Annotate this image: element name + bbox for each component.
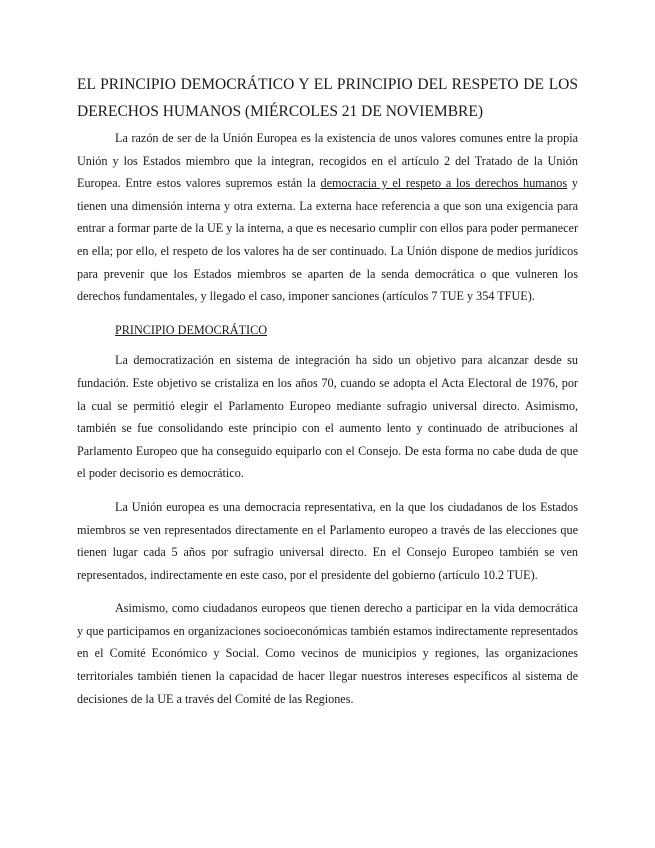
intro-paragraph: [77, 127, 578, 308]
document-page: [77, 71, 578, 721]
section-heading: PRINCIPIO DEMOCRÁTICO: [115, 322, 268, 337]
intro-text-before: La razón de ser de la Unión Europea es la existencia de unos valores comunes entre la propia Unión y los Estados miembro que la integran, recogidos en el artículo 2 del Tratado de la Unión Europea. Entre estos valores supremos están la: [77, 131, 578, 191]
intro-underlined-phrase: democracia y el respeto a los derechos humanos: [320, 176, 568, 191]
intro-text-after: y tienen una dimensión interna y otra externa. La externa hace referencia a que son una exigencia para entrar a formar parte de la UE y la interna, a que es necesario cumplir con ellos para poder permanecer en ella; por ello, el respeto de los valores ha de ser continuado. La Unión dispone de medios jurídicos para prevenir que los Estados miembros se aparten de la senda democrática o que vulneren los derechos fundamentales, y llegado el caso, imponer sanciones (artículos 7 TUE y 354 TFUE).: [77, 176, 578, 304]
body-paragraph-3: Asimismo, como ciudadanos europeos que tienen derecho a participar en la vida democrática y que participamos en organizaciones socioeconómicas también estamos indirectamente representados en el Comité Económico y Social. Como vecinos de municipios y regiones, las organizaciones territoriales también tienen la capacidad de hacer llegar nuestros intereses específicos al sistema de decisiones de la UE a través del Comité de las Regiones.: [77, 601, 578, 706]
body-paragraph-1: La democratización en sistema de integración ha sido un objetivo para alcanzar desde su fundación. Este objetivo se cristaliza en los años 70, cuando se adopta el Acta Electoral de 1976, por la cual se permitió elegir el Parlamento Europeo mediante sufragio universal directo. Asimismo, también se fue consolidando este principio con el aumento lento y continuado de atribuciones al Parlamento Europeo que ha conseguido equiparlo con el Consejo. De esta forma no cabe duda de que el poder decisorio es democrático.: [77, 353, 578, 481]
body-paragraph-2: La Unión europea es una democracia representativa, en la que los ciudadanos de los Estados miembros se ven representados directamente en el Parlamento europeo a través de las elecciones que tienen lugar cada 5 años por sufragio universal directo. En el Consejo Europeo también se ven representados, indirectamente en este caso, por el presidente del gobierno (artículo 10.2 TUE).: [77, 499, 578, 582]
document-title: EL PRINCIPIO DEMOCRÁTICO Y EL PRINCIPIO DEL RESPETO DE LOS DERECHOS HUMANOS (MIÉRCOLES 21 DE NOVIEMBRE): [77, 76, 578, 120]
